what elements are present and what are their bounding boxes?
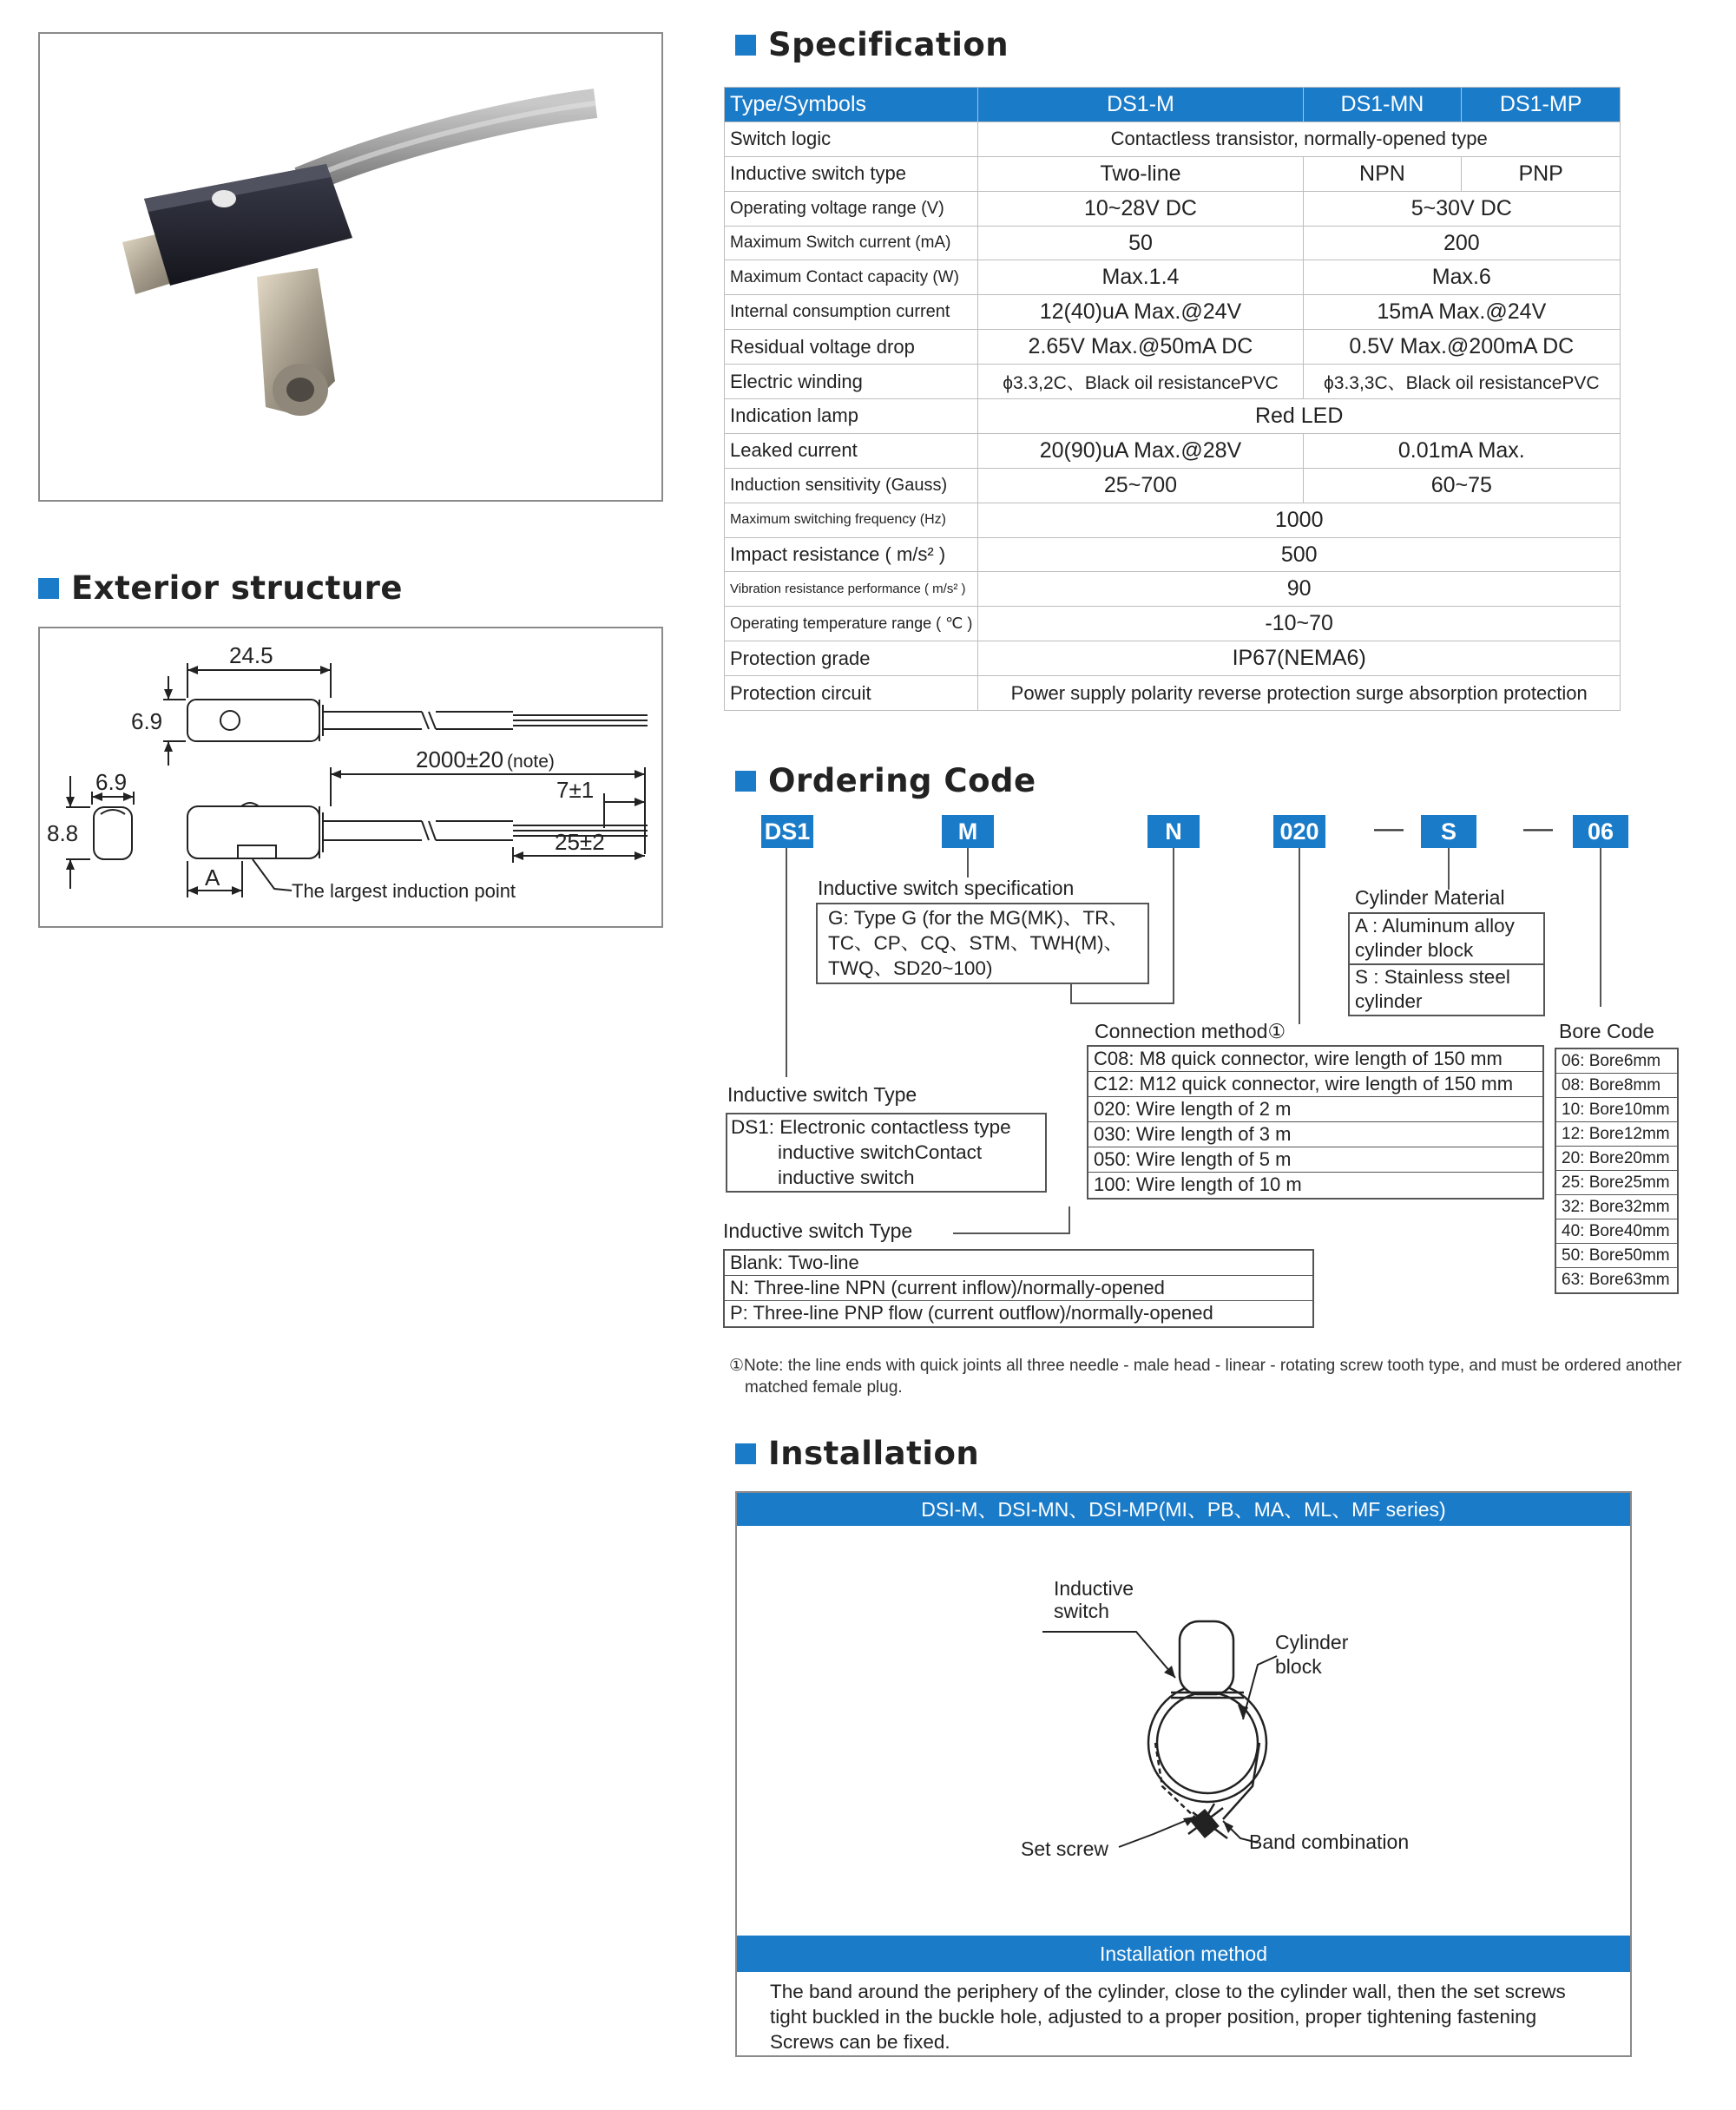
exterior-drawing [40,628,661,926]
product-photo [40,34,661,500]
header-ds1-m: DS1-M [978,88,1303,122]
dash-separator: — [1523,812,1553,845]
connector-line [1173,848,1174,1004]
spec-box: G: Type G (for the MG(MK)、TR、TC、CP、CQ、STM、TWH(M)、TWQ、SD20~100) [816,903,1149,984]
band-combination-label: Band combination [1249,1831,1410,1853]
dash-separator: — [1374,812,1404,845]
inductive-switch-body [1180,1621,1233,1694]
exterior-drawing-frame [38,627,663,928]
row-label: Protection grade [725,641,978,676]
section-marker-icon [735,35,756,56]
connection-method-label: Connection method① [1095,1020,1286,1042]
table-row [725,295,1621,330]
section-marker-icon [735,771,756,792]
table-row [725,191,1621,226]
switch-type-box [726,1113,1047,1193]
dim-length: 24.5 [229,642,273,668]
connection-method-list [1087,1045,1544,1200]
row-label: Maximum Contact capacity (W) [725,260,978,295]
cell-value: PNP [1462,156,1621,191]
cell-value: 25~700 [978,468,1303,503]
cell-value: Red LED [978,399,1621,434]
table-row [725,572,1621,607]
exterior-title-text: Exterior structure [71,569,403,607]
table-row [725,365,1621,399]
table-row [725,330,1621,365]
connector-line [1070,983,1072,1004]
switch-end-view [94,807,132,859]
set-screw-label: Set screw [1021,1837,1108,1860]
cell-value: 12(40)uA Max.@24V [978,295,1303,330]
installation-header: DSI-M、DSI-MN、DSI-MP(MI、PB、MA、ML、MF series) [737,1493,1630,1526]
dim-end-width: 6.9 [95,769,128,795]
cell-value: Max.1.4 [978,260,1303,295]
row-label: Indication lamp [725,399,978,434]
row-label: Vibration resistance performance ( m/s² ) [725,572,978,607]
specification-title [735,26,1009,63]
list-item: N: Three-line NPN (current inflow)/normally-opened [725,1276,1312,1301]
table-row [725,641,1621,676]
list-item: 25: Bore25mm [1556,1171,1677,1195]
dim-end-height: 8.8 [47,820,79,846]
cell-value: 90 [978,572,1621,607]
connector-line [967,848,969,878]
section-marker-icon [735,1443,756,1464]
table-row [725,607,1621,641]
table-row [725,503,1621,537]
installation-title-text: Installation [768,1435,980,1472]
cell-value: ϕ3.3,3C、Black oil resistancePVC [1303,365,1620,399]
cell-value: 20(90)uA Max.@28V [978,433,1303,468]
row-label: Residual voltage drop [725,330,978,365]
dim-wire-length: 2000±20 (note) [416,746,555,772]
cell-value: 500 [978,537,1621,572]
installation-frame [735,1491,1632,2057]
cell-value: 50 [978,226,1303,260]
row-label: Maximum Switch current (mA) [725,226,978,260]
table-row [725,122,1621,156]
row-label: Impact resistance ( m/s² ) [725,537,978,572]
inductive-switch-label: Inductive switch [1054,1577,1134,1622]
cell-value: 200 [1303,226,1620,260]
cell-value: 0.5V Max.@200mA DC [1303,330,1620,365]
table-row [725,156,1621,191]
cell-value: 60~75 [1303,468,1620,503]
table-row [725,226,1621,260]
spec-label: Inductive switch specification [818,877,1075,899]
ordering-note: ①Note: the line ends with quick joints all three needle - male head - linear - rotating screw tooth type, and must be ordered another matched female plug. [729,1357,1682,1397]
list-item: 08: Bore8mm [1556,1074,1677,1098]
cell-value: 10~28V DC [978,191,1303,226]
list-item: 20: Bore20mm [1556,1147,1677,1171]
cell-value: ϕ3.3,2C、Black oil resistancePVC [978,365,1303,399]
dim-height: 6.9 [131,708,163,734]
switch-side-view [187,806,319,858]
row-label: Electric winding [725,365,978,399]
list-item: C08: M8 quick connector, wire length of 150 mm [1088,1047,1542,1072]
cell-value: IP67(NEMA6) [978,641,1621,676]
dim-a-label: A [205,864,220,891]
installation-diagram [737,1526,1630,1936]
connector-line [1299,848,1300,1024]
table-row [725,676,1621,711]
connector-line [1069,1206,1070,1234]
list-item: 100: Wire length of 10 m [1094,1173,1302,1195]
row-label: Leaked current [725,433,978,468]
cell-value: 5~30V DC [1303,191,1620,226]
cell-value: Max.6 [1303,260,1620,295]
ordering-title-text: Ordering Code [768,762,1036,799]
list-item: C12: M12 quick connector, wire length of 150 mm [1088,1072,1542,1097]
list-item: P: Three-line PNP flow (current outflow)/normally-opened [730,1302,1213,1324]
bore-code-list [1555,1048,1679,1294]
list-item: 40: Bore40mm [1556,1219,1677,1244]
ordering-code-title [735,762,1036,799]
header-type-symbols: Type/Symbols [725,88,978,122]
cell-value: 15mA Max.@24V [1303,295,1620,330]
row-label: Operating temperature range ( ℃ ) [725,607,978,641]
cell-value: 1000 [978,503,1621,537]
cell-value: 0.01mA Max. [1303,433,1620,468]
list-item: 50: Bore50mm [1556,1244,1677,1268]
cell-value: 2.65V Max.@50mA DC [978,330,1303,365]
table-row [725,468,1621,503]
switch-type2-list [723,1249,1314,1328]
led-indicator-icon [220,711,240,730]
induction-point-marker [238,845,276,858]
code-06: 06 [1573,815,1628,848]
table-header-row [725,88,1621,122]
cylinder-material-label: Cylinder Material [1355,886,1505,909]
row-label: Induction sensitivity (Gauss) [725,468,978,503]
table-row [725,399,1621,434]
switch-type-text: DS1: Electronic contactless type inductive switchContact inductive switch [731,1116,1011,1188]
list-item: 050: Wire length of 5 m [1088,1147,1542,1173]
connector-line [1448,848,1450,890]
code-020: 020 [1273,815,1325,848]
cylinder-option-a: A : Aluminum alloy cylinder block [1350,914,1543,965]
cylinder-option-s: S : Stainless steel cylinder [1355,966,1510,1012]
row-label: Switch logic [725,122,978,156]
list-item: 020: Wire length of 2 m [1088,1097,1542,1122]
cylinder-block-label: Cylinder block [1275,1631,1349,1678]
cell-value: NPN [1303,156,1462,191]
product-photo-frame [38,32,663,502]
header-ds1-mn: DS1-MN [1303,88,1462,122]
list-item: 06: Bore6mm [1556,1049,1677,1074]
row-label: Internal consumption current [725,295,978,330]
cell-value: Two-line [978,156,1303,191]
connector-line [786,848,787,1077]
installation-title [735,1435,979,1472]
section-marker-icon [38,578,59,599]
list-item: 63: Bore63mm [1562,1271,1670,1289]
header-ds1-mp: DS1-MP [1462,88,1621,122]
table-row [725,537,1621,572]
table-row [725,433,1621,468]
list-item: 32: Bore32mm [1556,1195,1677,1219]
cell-value: Power supply polarity reverse protection surge absorption protection [978,676,1621,711]
switch-top-view [187,700,319,741]
code-m: M [942,815,994,848]
installation-method-header: Installation method [737,1936,1630,1972]
dim-sheath: 25±2 [555,829,605,855]
specification-table [724,87,1621,711]
code-n: N [1147,815,1200,848]
connector-line [953,1232,1070,1234]
cylinder-material-box [1348,912,1545,1016]
row-label: Inductive switch type [725,156,978,191]
connector-line [1070,1002,1174,1004]
induction-point-label: The largest induction point [292,880,516,902]
exterior-structure-title [38,569,403,607]
cell-value: Contactless transistor, normally-opened type [978,122,1621,156]
dim-strip: 7±1 [556,777,595,803]
bore-code-label: Bore Code [1559,1020,1654,1042]
list-item: 12: Bore12mm [1556,1122,1677,1147]
list-item: 10: Bore10mm [1556,1098,1677,1122]
code-ds1: DS1 [761,815,813,848]
table-row [725,260,1621,295]
installation-method-text: The band around the periphery of the cylinder, close to the cylinder wall, then the set screws tight buckled in the buckle hole, adjusted to a proper position, proper tightening fastening Screws can be fixed. [770,1981,1566,2053]
cell-value: -10~70 [978,607,1621,641]
switch-type-label: Inductive switch Type [727,1083,917,1106]
code-s: S [1421,815,1476,848]
row-label: Operating voltage range (V) [725,191,978,226]
connector-line [1600,848,1601,1007]
row-label: Protection circuit [725,676,978,711]
list-item: Blank: Two-line [725,1251,1312,1276]
list-item: 030: Wire length of 3 m [1088,1122,1542,1147]
row-label: Maximum switching frequency (Hz) [725,503,978,537]
specification-title-text: Specification [768,26,1009,63]
cylinder-circle [1148,1684,1266,1802]
switch-type2-label: Inductive switch Type [723,1219,913,1242]
